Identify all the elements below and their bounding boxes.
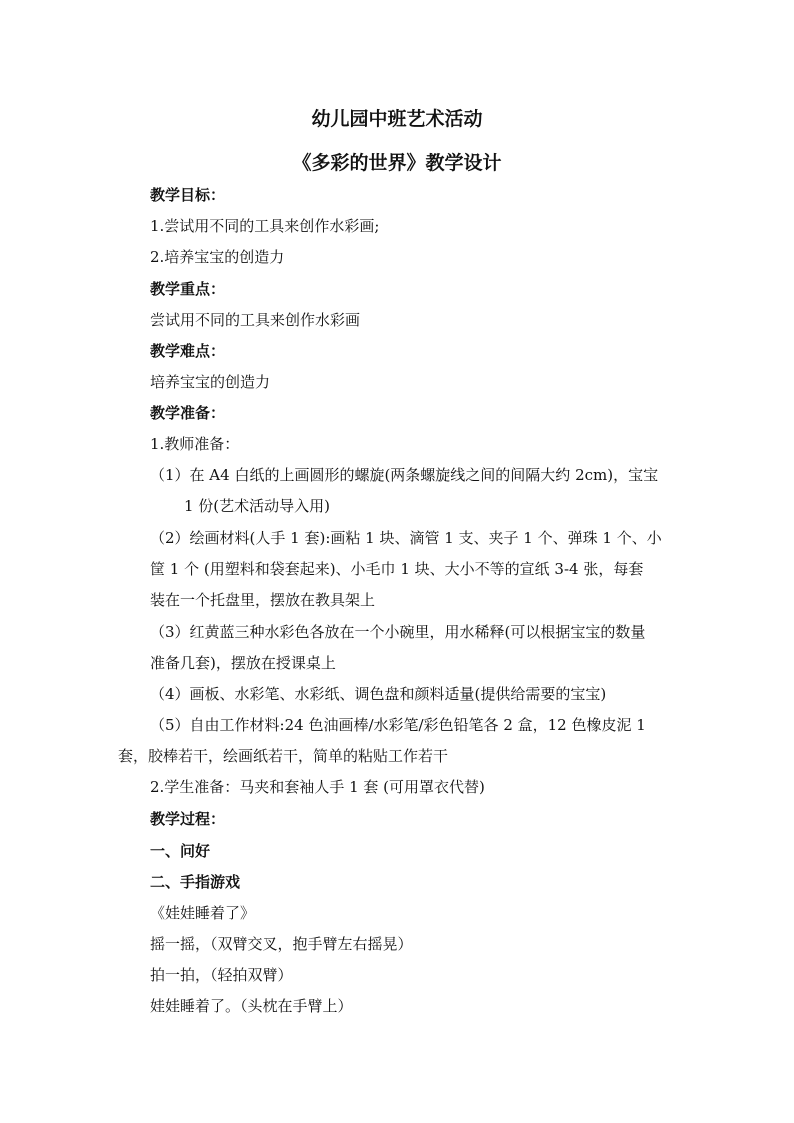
process-step-2: 二、手指游戏 bbox=[150, 873, 241, 891]
heading-process: 教学过程： bbox=[150, 810, 226, 828]
prep-item-2-cont: 筐 1 个 (用塑料和袋套起来)、小毛巾 1 块、大小不等的宣纸 3-4 张，每套 bbox=[150, 560, 644, 578]
song-line: 拍一拍，（轻拍双臂） bbox=[150, 966, 293, 984]
prep-item-1: （1）在 A4 白纸的上画圆形的螺旋(两条螺旋线之间的间隔大约 2cm)，宝宝 bbox=[150, 466, 659, 484]
document-title: 幼儿园中班艺术活动 bbox=[311, 108, 483, 130]
prep-item-2-cont: 装在一个托盘里，摆放在教具架上 bbox=[150, 591, 376, 609]
prep-item-1-cont: 1 份(艺术活动导入用) bbox=[184, 497, 331, 515]
prep-item-5: （5）自由工作材料:24 色油画棒/水彩笔/彩色铅笔各 2 盒，12 色橡皮泥 1 bbox=[150, 716, 646, 734]
prep-item-3-cont: 准备几套)，摆放在授课桌上 bbox=[150, 654, 336, 672]
prep-item-3: （3）红黄蓝三种水彩色各放在一个小碗里，用水稀释(可以根据宝宝的数量 bbox=[150, 623, 646, 641]
song-title: 《娃娃睡着了》 bbox=[150, 904, 256, 922]
heading-difficulty: 教学难点： bbox=[150, 342, 226, 360]
objective-item: 1.尝试用不同的工具来创作水彩画; bbox=[150, 217, 380, 235]
teacher-prep-label: 1.教师准备： bbox=[150, 435, 240, 453]
song-line: 娃娃睡着了。（头枕在手臂上） bbox=[150, 997, 353, 1015]
objective-item: 2.培养宝宝的创造力 bbox=[150, 248, 285, 266]
process-step-1: 一、问好 bbox=[150, 842, 211, 860]
student-prep: 2.学生准备：马夹和套袖人手 1 套 (可用罩衣代替) bbox=[150, 778, 485, 796]
prep-item-2: （2）绘画材料(人手 1 套):画粘 1 块、滴管 1 支、夹子 1 个、弹珠 1 个、小 bbox=[150, 529, 662, 547]
prep-item-5-cont: 套，胶棒若干，绘画纸若干，简单的粘贴工作若干 bbox=[118, 747, 449, 765]
heading-objectives: 教学目标： bbox=[150, 186, 226, 204]
heading-preparation: 教学准备： bbox=[150, 404, 226, 422]
document-subtitle: 《多彩的世界》教学设计 bbox=[292, 152, 502, 174]
heading-key-points: 教学重点： bbox=[150, 280, 226, 298]
difficulty-text: 培养宝宝的创造力 bbox=[150, 373, 271, 391]
prep-item-4: （4）画板、水彩笔、水彩纸、调色盘和颜料适量(提供给需要的宝宝) bbox=[150, 685, 607, 703]
song-line: 摇一摇，（双臂交叉，抱手臂左右摇晃） bbox=[150, 935, 413, 953]
key-point-text: 尝试用不同的工具来创作水彩画 bbox=[150, 311, 361, 329]
